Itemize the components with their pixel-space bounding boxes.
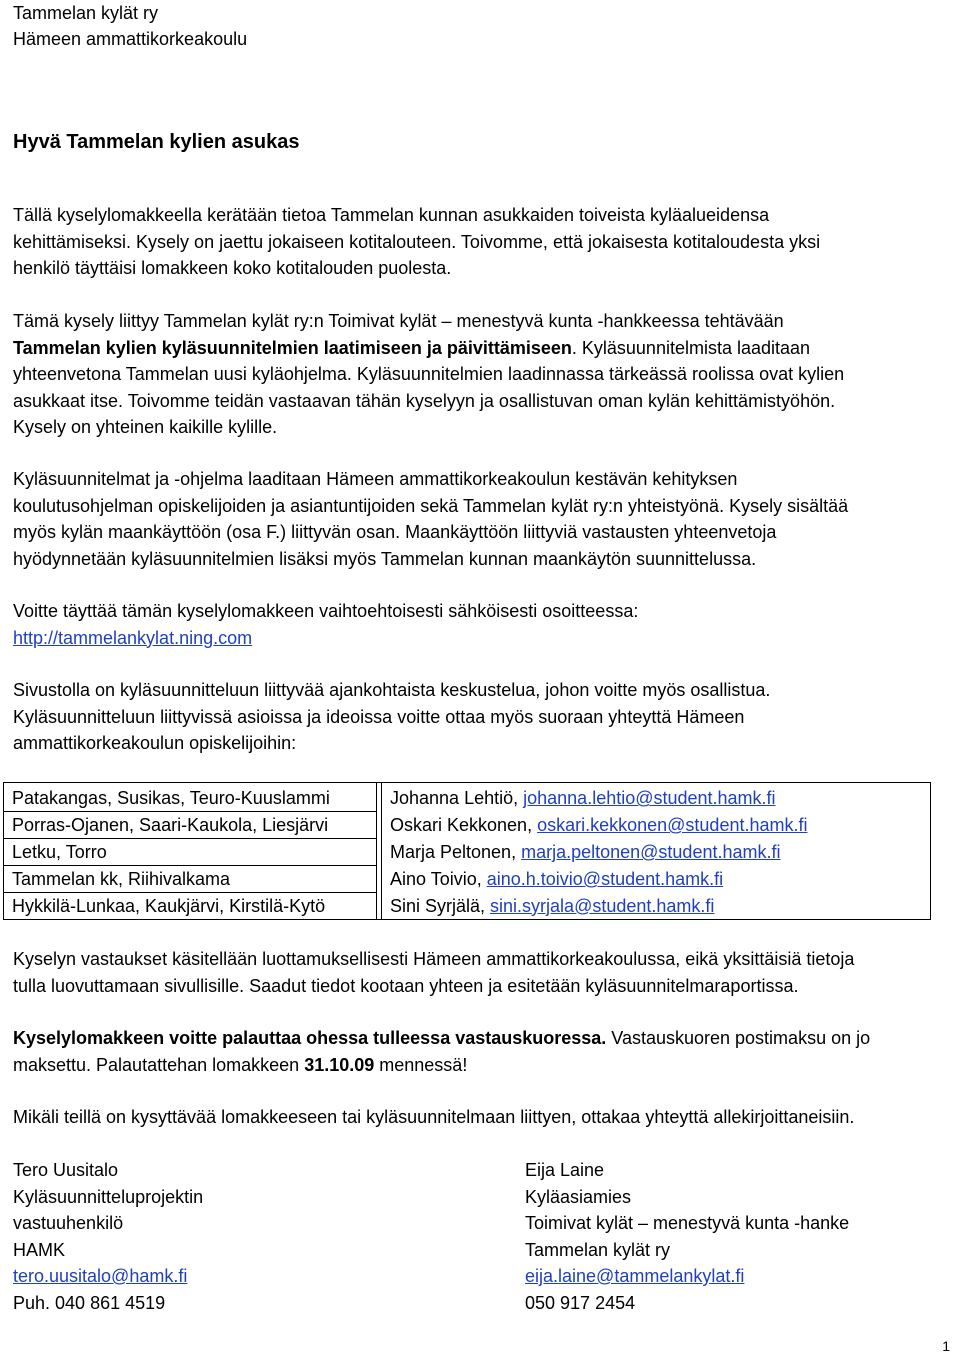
signer-phone: Puh. 040 861 4519 <box>13 1292 166 1313</box>
header-org-1: Tammelan kylät ry <box>13 3 159 23</box>
signer-role: Toimivat kylät – menestyvä kunta -hanke <box>525 1213 850 1233</box>
student-name: Oskari Kekkonen, <box>390 815 538 835</box>
paragraph-line: Voitte täyttää tämän kyselylomakkeen vaihtoehtoisesti sähköisesti osoitteessa: <box>13 601 639 621</box>
paragraph-line <box>13 335 953 362</box>
document-header <box>13 0 247 52</box>
student-cell <box>382 783 931 812</box>
paragraph-line: Mikäli teillä on kysyttävää lomakkeeseen tai kyläsuunnitelmaan liittyen, ottakaa yhteyttä allekirjoittaneisiin. <box>13 1107 855 1127</box>
village-cell: Letku, Torro <box>4 839 377 866</box>
text: . Kyläsuunnitelmista laaditaan <box>571 337 811 358</box>
student-email-link[interactable]: johanna.lehtio@student.hamk.fi <box>523 788 776 809</box>
student-name: Aino Toivio, <box>390 869 487 889</box>
village-cell: Tammelan kk, Riihivalkama <box>4 866 377 893</box>
paragraph-line: Kyläsuunnitteluun liittyvissä asioissa ja ideoissa voitte ottaa myös suoraan yhteyttä Hämeen <box>13 706 745 727</box>
student-name: Marja Peltonen, <box>390 842 522 862</box>
return-paragraph <box>13 1025 953 1078</box>
signer-role: vastuuhenkilö <box>13 1213 124 1233</box>
text: maksettu. Palautattehan lomakkeen <box>13 1054 305 1075</box>
paragraph-line <box>13 1052 953 1079</box>
paragraph-line <box>13 1025 953 1052</box>
intro-line: kehittämiseksi. Kysely on jaettu jokaiseen kotitalouteen. Toivomme, että jokaisesta kotitaloudesta yksi <box>13 231 821 252</box>
website-link[interactable]: http://tammelankylat.ning.com <box>13 627 253 648</box>
paragraph-line: koulutusohjelman opiskelijoiden ja asiantuntijoiden sekä Tammelan kylät ry:n yhteistyönä. Kysely sisältää <box>13 495 849 516</box>
contact-row <box>4 866 931 893</box>
student-name: Sini Syrjälä, <box>390 895 491 916</box>
page-number: 1 <box>942 1338 950 1354</box>
village-cell: Hykkilä-Lunkaa, Kaukjärvi, Kirstilä-Kytö <box>4 893 377 920</box>
header-org-2: Hämeen ammattikorkeakoulu <box>13 29 248 49</box>
intro-line: henkilö täyttäisi lomakkeen koko kotitalouden puolesta. <box>13 258 452 278</box>
student-contacts-table <box>3 782 931 920</box>
text: Vastauskuoren postimaksu on jo <box>606 1028 871 1048</box>
contact-intro-paragraph <box>13 677 953 757</box>
student-name: Johanna Lehtiö, <box>390 788 524 809</box>
student-cell <box>382 839 931 866</box>
student-email-link[interactable]: marja.peltonen@student.hamk.fi <box>521 842 781 862</box>
bold-text: Tammelan kylien kyläsuunnitelmien laatimiseen ja päivittämiseen <box>13 337 572 358</box>
signer-org: HAMK <box>13 1239 66 1260</box>
signer-email-link[interactable]: eija.laine@tammelankylat.fi <box>525 1266 745 1286</box>
questions-paragraph <box>13 1104 953 1131</box>
contact-row <box>4 812 931 839</box>
student-cell <box>382 812 931 839</box>
contact-row <box>4 783 931 812</box>
intro-line: Tällä kyselylomakkeella kerätään tietoa Tammelan kunnan asukkaiden toiveista kyläalueidensa <box>13 205 770 225</box>
village-cell: Porras-Ojanen, Saari-Kaukola, Liesjärvi <box>4 812 377 839</box>
student-email-link[interactable]: sini.syrjala@student.hamk.fi <box>490 895 715 916</box>
paragraph-line: Kyläsuunnitelmat ja -ohjelma laaditaan Hämeen ammattikorkeakoulun kestävän kehityksen <box>13 469 738 489</box>
confidentiality-paragraph <box>13 946 953 999</box>
village-cell: Patakangas, Susikas, Teuro-Kuuslammi <box>4 783 377 812</box>
online-paragraph <box>13 598 953 651</box>
signature-block-left <box>13 1157 203 1316</box>
signer-role: Kyläasiamies <box>525 1186 632 1207</box>
project-paragraph <box>13 308 953 441</box>
signer-phone: 050 917 2454 <box>525 1292 636 1313</box>
signer-name: Eija Laine <box>525 1160 605 1180</box>
student-email-link[interactable]: aino.h.toivio@student.hamk.fi <box>486 869 724 889</box>
bold-text: Kyselylomakkeen voitte palauttaa ohessa tulleessa vastauskuoressa. <box>13 1028 607 1048</box>
student-email-link[interactable]: oskari.kekkonen@student.hamk.fi <box>537 815 808 835</box>
paragraph-line: hyödynnetään kyläsuunnitelmien lisäksi myös Tammelan kunnan maankäytön suunnittelussa. <box>13 548 757 569</box>
paragraph-line: myös kylän maankäyttöön (osa F.) liittyvän osan. Maankäyttöön liittyviä vastausten yhteenvetoja <box>13 522 777 542</box>
cooperation-paragraph <box>13 466 953 572</box>
paragraph-line: Sivustolla on kyläsuunnitteluun liittyvää ajankohtaista keskustelua, johon voitte myös osallistua. <box>13 680 771 700</box>
signer-org: Tammelan kylät ry <box>525 1239 671 1260</box>
paragraph-line: asukkaat itse. Toivomme teidän vastaavan tähän kyselyyn ja osallistuvan oman kylän kehittämistyöhön. <box>13 390 836 411</box>
signer-role: Kyläsuunnitteluprojektin <box>13 1186 204 1207</box>
signer-name: Tero Uusitalo <box>13 1160 119 1180</box>
deadline-date: 31.10.09 <box>304 1054 375 1075</box>
paragraph-line: yhteenvetona Tammelan uusi kyläohjelma. Kyläsuunnitelmien laadinnassa tärkeässä roolissa ovat kylien <box>13 364 845 384</box>
intro-paragraph <box>13 202 953 282</box>
paragraph-line: Kyselyn vastaukset käsitellään luottamuksellisesti Hämeen ammattikorkeakoulussa, eikä yksittäisiä tietoja <box>13 949 855 969</box>
signature-block-right <box>525 1157 849 1316</box>
paragraph-line: Kysely on yhteinen kaikille kylille. <box>13 417 278 437</box>
signer-email-link[interactable]: tero.uusitalo@hamk.fi <box>13 1266 188 1286</box>
paragraph-line: tulla luovuttamaan sivullisille. Saadut tiedot kootaan yhteen ja esitetään kyläsuunnitelmaraportissa. <box>13 975 799 996</box>
page-title: Hyvä Tammelan kylien asukas <box>13 131 300 153</box>
student-cell <box>382 866 931 893</box>
contact-row <box>4 893 931 920</box>
contact-row <box>4 839 931 866</box>
student-cell <box>382 893 931 920</box>
paragraph-line: Tämä kysely liittyy Tammelan kylät ry:n Toimivat kylät – menestyvä kunta -hankkeessa tehtävään <box>13 311 784 331</box>
text: mennessä! <box>374 1054 468 1075</box>
paragraph-line: ammattikorkeakoulun opiskelijoihin: <box>13 733 297 753</box>
